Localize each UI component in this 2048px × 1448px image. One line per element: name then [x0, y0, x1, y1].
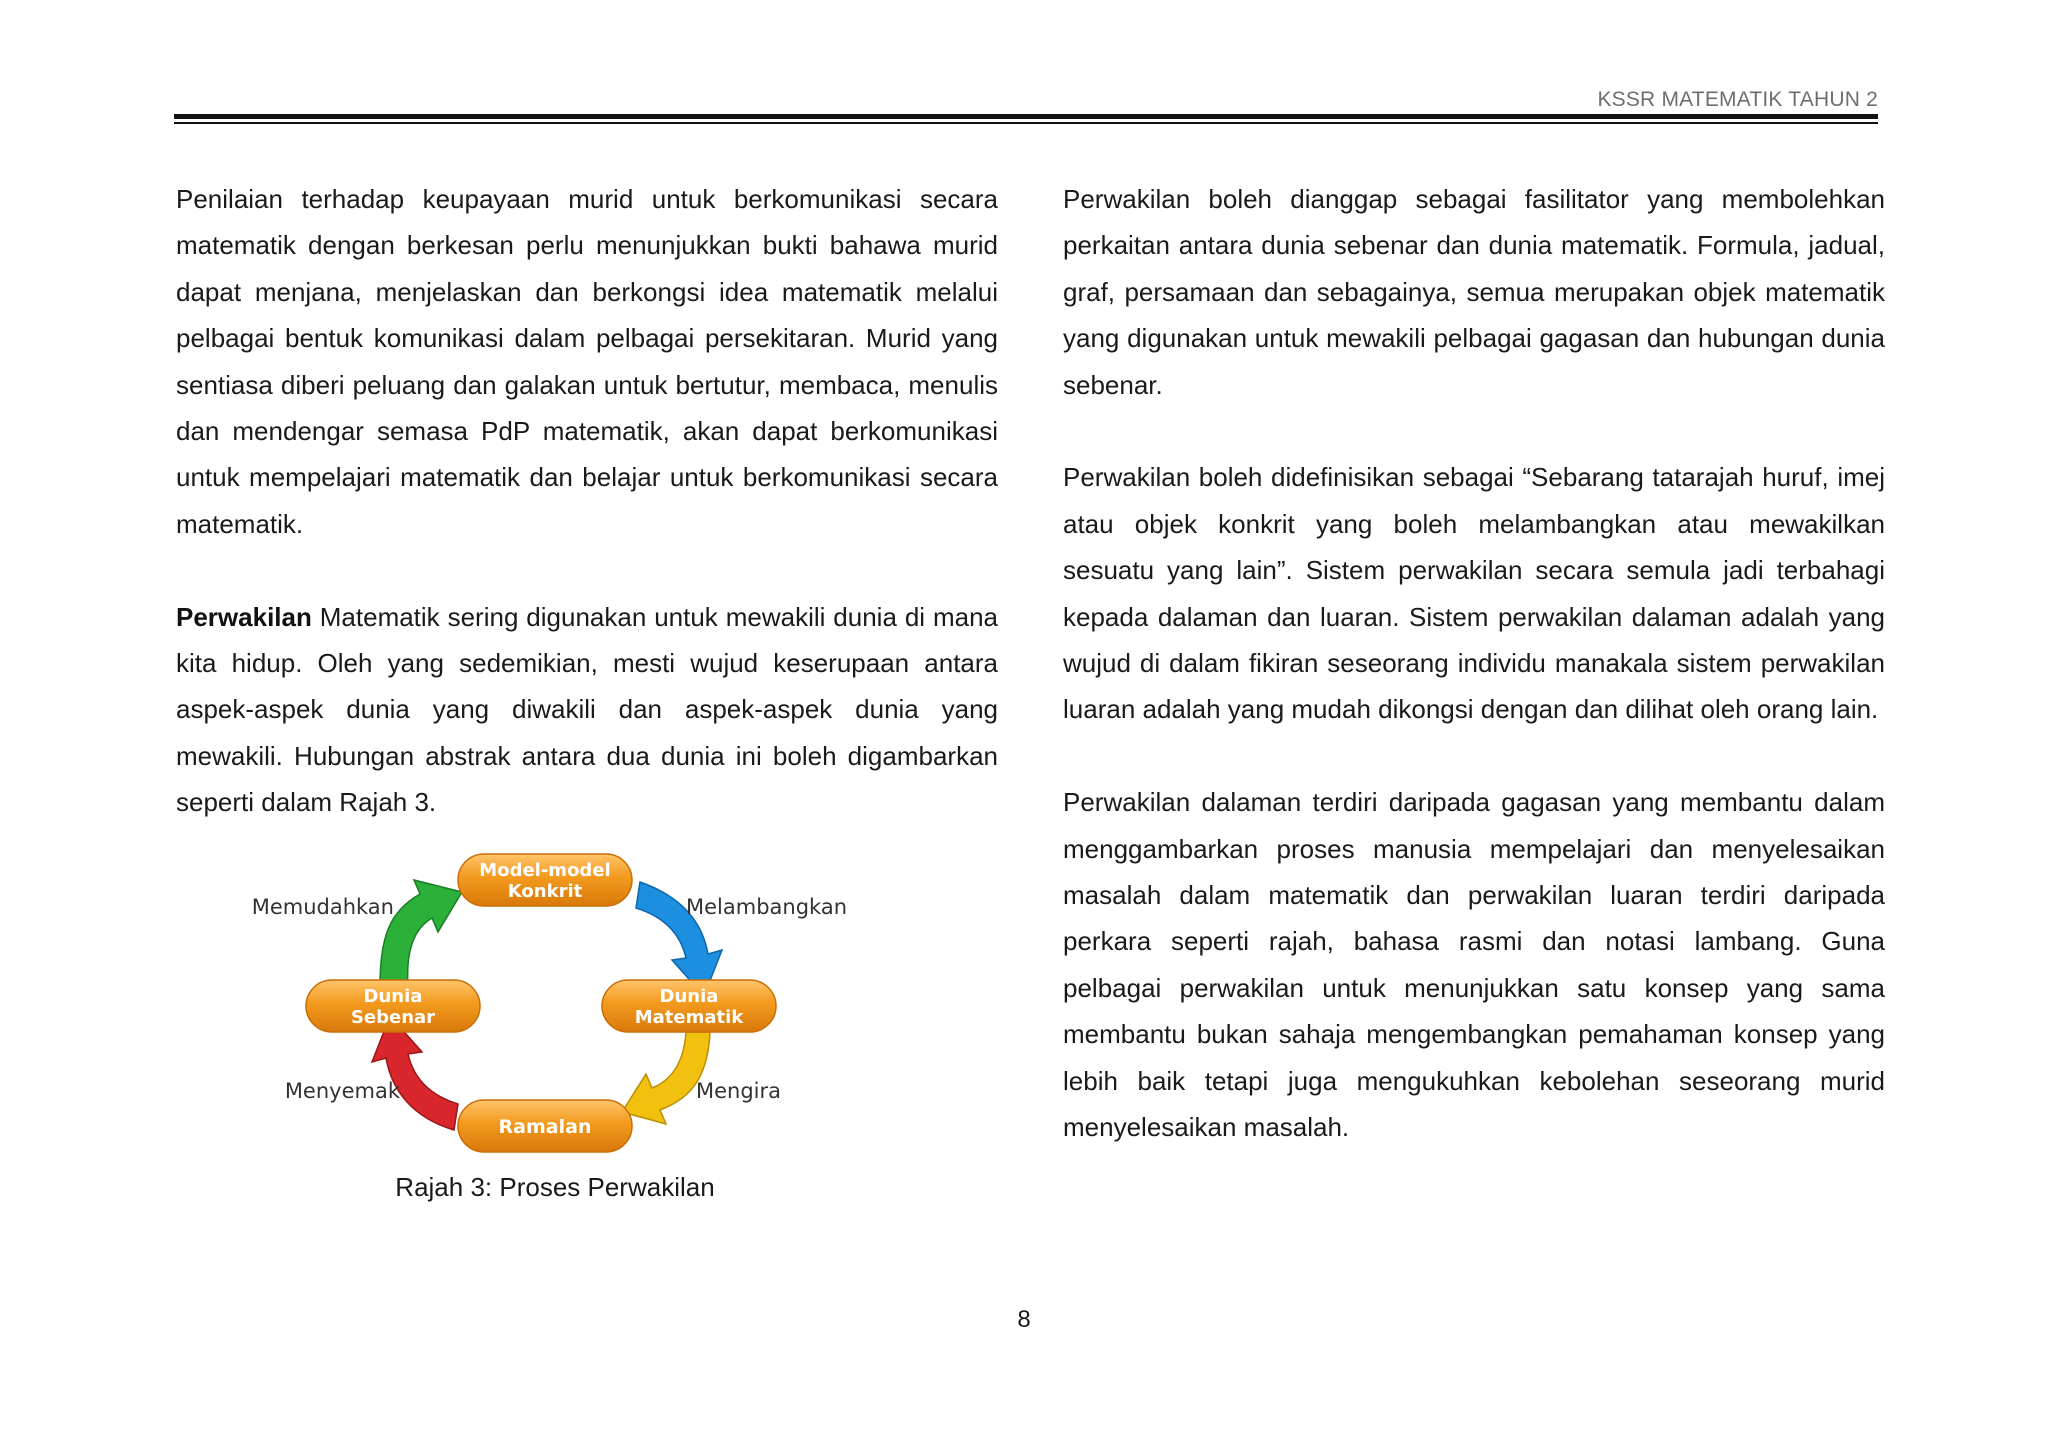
process-diagram	[240, 836, 880, 1176]
label-melambangkan: Melambangkan	[686, 895, 848, 919]
arrow-mengira	[622, 1032, 710, 1124]
label-memudahkan: Memudahkan	[251, 895, 394, 919]
node-dunia-matematik-line1: Dunia	[659, 986, 719, 1007]
node-ramalan	[458, 1100, 632, 1152]
left-column	[176, 176, 998, 826]
header-rule-thin	[174, 122, 1878, 124]
label-menyemak: Menyemak	[284, 1079, 400, 1103]
node-model-model-konkrit	[458, 854, 632, 906]
node-dunia-sebenar	[306, 980, 480, 1032]
right-column	[1063, 176, 1885, 1151]
paragraph-perwakilan-rest: Matematik sering digunakan untuk mewakili dunia di mana kita hidup. Oleh yang sedemikian, mesti wujud keserupaan antara aspek-aspek dunia yang diwakili dan aspek-aspek dunia yang mewakili. Hubungan abstrak antara dua dunia ini boleh digambarkan seperti dalam Rajah 3.	[176, 601, 998, 818]
node-dunia-sebenar-line1: Dunia	[363, 986, 423, 1007]
paragraph-communication: Penilaian terhadap keupayaan murid untuk berkomunikasi secara matematik dengan berkesan perlu menunjukkan bukti bahawa murid dapat menjana, menjelaskan dan berkongsi idea matematik melalui pelbagai bentuk komunikasi dalam pelbagai persekitaran. Murid yang sentiasa diberi peluang dan galakan untuk bertutur, membaca, menulis dan mendengar semasa PdP matematik, akan dapat berkomunikasi untuk mempelajari matematik dan belajar untuk berkomunikasi secara matematik.	[176, 184, 998, 539]
paragraph-internal-external: Perwakilan dalaman terdiri daripada gagasan yang membantu dalam menggambarkan proses manusia mempelajari dan menyelesaikan masalah dalam matematik dan perwakilan luaran terdiri daripada perkara seperti rajah, bahasa rasmi dan notasi lambang. Guna pelbagai perwakilan untuk menunjukkan satu konsep yang sama membantu bukan sahaja mengembangkan pemahaman konsep yang lebih baik tetapi juga mengukuhkan kebolehan seseorang murid menyelesaikan masalah.	[1063, 787, 1885, 1143]
page-number: 8	[1017, 1306, 1031, 1333]
arrow-menyemak	[372, 1016, 458, 1130]
node-dunia-matematik	[602, 980, 776, 1032]
node-ramalan-label: Ramalan	[498, 1116, 592, 1138]
running-header: KSSR MATEMATIK TAHUN 2	[1597, 88, 1878, 111]
paragraph-perwakilan-intro	[176, 594, 998, 826]
node-model-line1: Model-model	[479, 860, 611, 881]
node-dunia-sebenar-line2: Sebenar	[350, 1007, 436, 1028]
header-rule-thick	[174, 114, 1878, 119]
paragraph-definition: Perwakilan boleh didefinisikan sebagai “Sebarang tatarajah huruf, imej atau objek konkrit yang boleh melambangkan atau mewakilkan sesuatu yang lain”. Sistem perwakilan secara semula jadi terbahagi kepada dalaman dan luaran. Sistem perwakilan dalaman adalah yang wujud di dalam fikiran seseorang individu manakala sistem perwakilan luaran adalah yang mudah dikongsi dengan dan dilihat oleh orang lain.	[1063, 462, 1885, 725]
node-model-line2: Konkrit	[507, 881, 583, 902]
node-dunia-matematik-line2: Matematik	[634, 1007, 744, 1028]
bold-term-perwakilan: Perwakilan	[176, 601, 312, 632]
figure-caption: Rajah 3: Proses Perwakilan	[395, 1172, 715, 1202]
paragraph-facilitator: Perwakilan boleh dianggap sebagai fasilitator yang membolehkan perkaitan antara dunia sebenar dan dunia matematik. Formula, jadual, graf, persamaan dan sebagainya, semua merupakan objek matematik yang digunakan untuk mewakili pelbagai gagasan dan hubungan dunia sebenar.	[1063, 184, 1885, 400]
label-mengira: Mengira	[696, 1079, 782, 1103]
